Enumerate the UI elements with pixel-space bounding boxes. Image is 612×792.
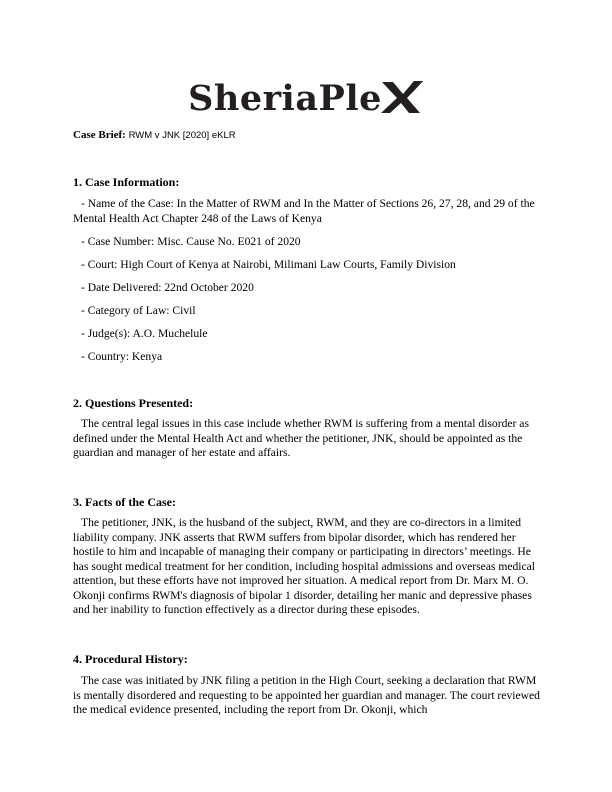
case-date-delivered: - Date Delivered: 22nd October 2020 [81,281,254,294]
case-court: - Court: High Court of Kenya at Nairobi, Milimani Law Courts, Family Division [81,258,456,271]
questions-paragraph: The central legal issues in this case include whether RWM is suffering from a mental disorder as defined under the Mental Health Act and whether the petitioner, JNK, should be appointed as the guardian and manager of her estate and affairs. [73,417,529,459]
logo-wordmark: SheriaPle [188,78,382,119]
logo-x-mark-icon [380,79,424,115]
sheriaplex-logo [0,78,612,119]
case-country: - Country: Kenya [81,350,163,363]
case-number: - Case Number: Misc. Cause No. E021 of 2020 [81,235,301,248]
case-judges: - Judge(s): A.O. Muchelule [81,327,208,340]
case-name: - Name of the Case: In the Matter of RWM and In the Matter of Sections 26, 27, 28, and 29 of the Mental Health Act Chapter 248 of the Laws of Kenya [73,197,535,225]
case-category: - Category of Law: Civil [81,304,196,317]
section-heading-facts: 3. Facts of the Case: [73,495,176,509]
case-brief-line [73,129,236,141]
case-brief-label: Case Brief: [73,129,126,141]
procedural-history-paragraph: The case was initiated by JNK filing a petition in the High Court, seeking a declaration that RWM is mentally disordered and requesting to be appointed her guardian and manager. The court reviewed the medical evidence presented, including the report from Dr. Okonji, which [73,674,540,716]
case-brief-title: RWM v JNK [2020] eKLR [128,130,236,141]
section-heading-procedural-history: 4. Procedural History: [73,652,188,666]
section-heading-case-information: 1. Case Information: [73,175,180,189]
section-heading-questions: 2. Questions Presented: [73,396,194,410]
facts-paragraph: The petitioner, JNK, is the husband of the subject, RWM, and they are co-directors in a limited liability company. JNK asserts that RWM suffers from bipolar disorder, which has rendered her hostile to him and incapable of managing their company or participating in directors’ meetings. He has sought medical treatment for her condition, including hospital admissions and overseas medical attention, but these efforts have not improved her situation. A medical report from Dr. Marx M. O. Okonji confirms RWM's diagnosis of bipolar 1 disorder, detailing her manic and depressive phases and her inability to function effectively as a director during these episodes. [73,516,536,616]
